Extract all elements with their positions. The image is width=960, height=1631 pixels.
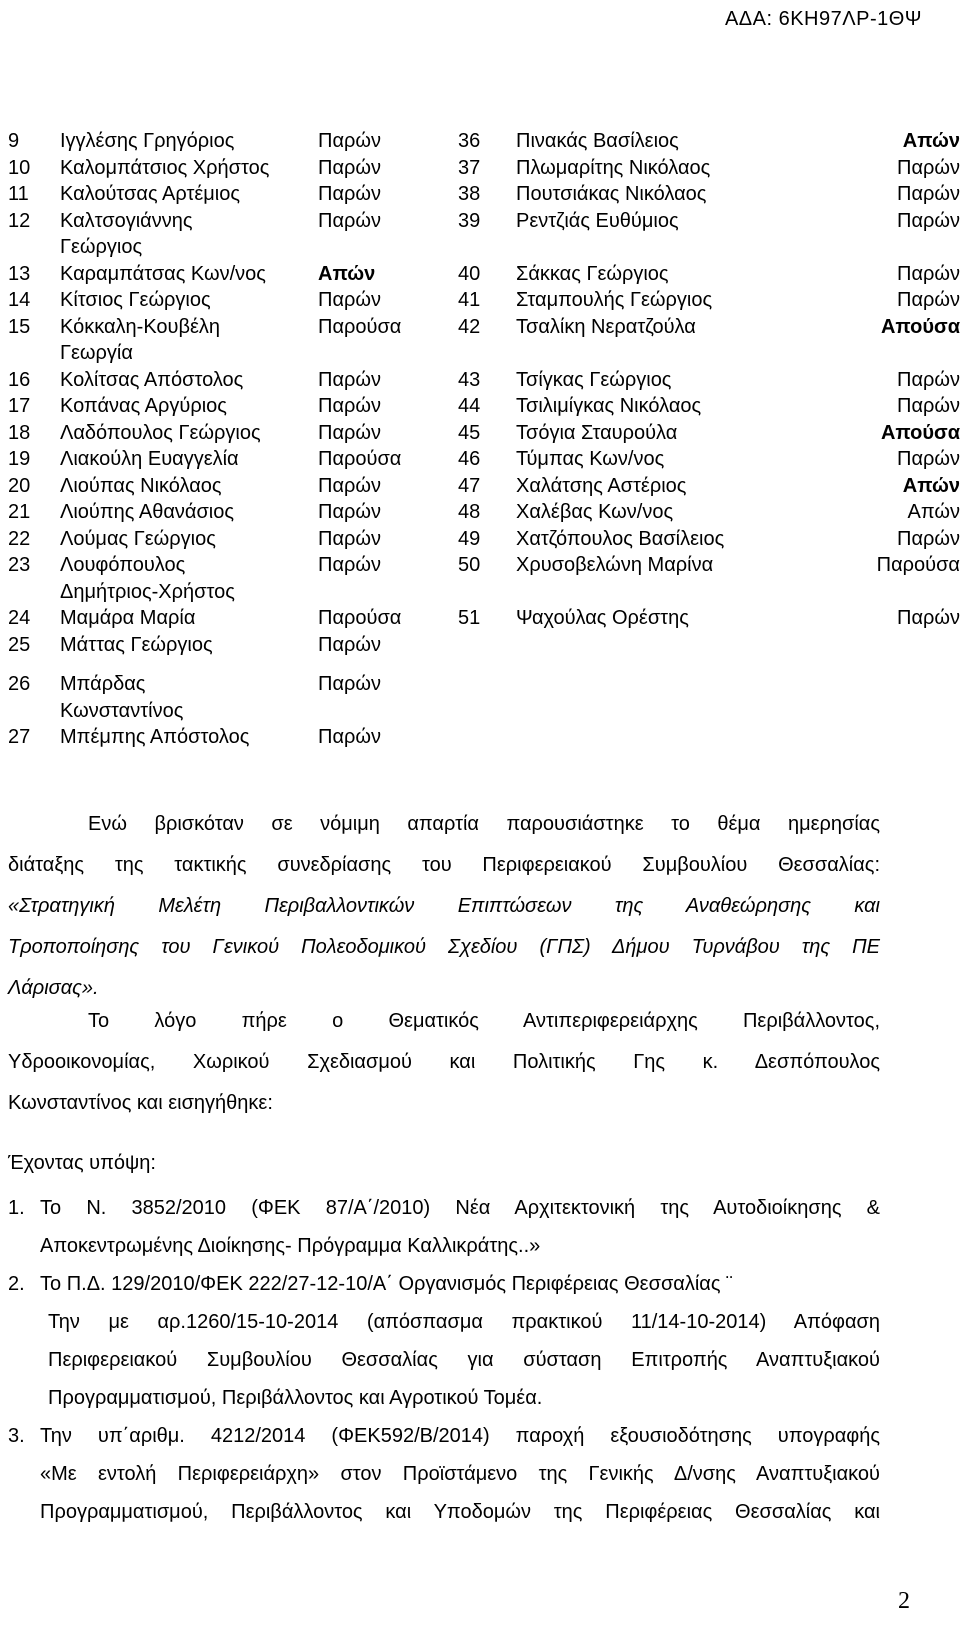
attendance-row — [0, 128, 440, 155]
attendance-status: Παρών — [318, 395, 381, 417]
member-name: Λιούπης Αθανάσιος — [60, 501, 235, 523]
paragraph-line: Κωνσταντίνος και εισηγήθηκε: — [8, 1092, 273, 1114]
attendance-row — [458, 287, 960, 314]
member-number: 20 — [8, 474, 31, 497]
member-name: Ρεντζιάς Ευθύμιος — [516, 209, 679, 232]
attendance-row — [458, 208, 960, 261]
member-name: Κίτσιος Γεώργιος — [60, 289, 211, 311]
attendance-status: Παρών — [897, 607, 960, 629]
attendance-row — [458, 181, 960, 208]
attendance-row — [458, 526, 960, 553]
attendance-row — [0, 420, 440, 447]
paragraph-line: Το λόγο πήρε ο Θεματικός Αντιπεριφερειάρχης Περιβάλλοντος, — [88, 1010, 880, 1032]
attendance-row — [458, 473, 960, 500]
list-line: Το Π.Δ. 129/2010/ΦΕΚ 222/27-12-10/Α΄ Οργανισμός Περιφέρειας Θεσσαλίας ¨ — [40, 1273, 733, 1295]
list-item — [8, 1265, 880, 1417]
list-line: Αποκεντρωμένης Διοίκησης- Πρόγραμμα Καλλικράτης..» — [40, 1235, 541, 1257]
attendance-status: Παρών — [318, 527, 381, 550]
list-line: Προγραμματισμού, Περιβάλλοντος και Υποδομών της Περιφέρειας Θεσσαλίας και — [40, 1501, 880, 1523]
attendance-row — [0, 367, 440, 394]
attendance-status: Παρών — [318, 156, 381, 179]
attendance-row — [0, 605, 440, 632]
member-name: Τύμπας Κων/νος — [516, 448, 665, 470]
member-number: 51 — [458, 607, 481, 629]
member-name: Λιούπας Νικόλαος — [60, 474, 222, 497]
list-line: Το Ν. 3852/2010 (ΦΕΚ 87/Α΄/2010) Νέα Αρχιτεκτονική της Αυτοδιοίκησης & — [40, 1197, 880, 1219]
member-number: 36 — [458, 130, 481, 152]
member-name: Τσαλίκη Νερατζούλα — [516, 315, 696, 338]
list-number: 2. — [8, 1273, 25, 1295]
attendance-row — [0, 724, 440, 751]
considerations-list — [8, 1189, 880, 1531]
member-number: 13 — [8, 262, 31, 285]
attendance-status: Παρών — [897, 527, 960, 550]
member-name: Μπέμπης Απόστολος — [60, 726, 250, 748]
member-number: 45 — [458, 421, 481, 444]
member-number: 46 — [458, 448, 481, 470]
member-number: 24 — [8, 607, 31, 629]
attendance-status: Παρών — [897, 448, 960, 470]
member-number: 50 — [458, 554, 481, 576]
attendance-status: Παρών — [318, 673, 381, 695]
member-number: 38 — [458, 183, 481, 205]
attendance-status: Παρούσα — [318, 607, 402, 629]
attendance-status: Απούσα — [880, 421, 960, 444]
member-name: Τσίγκας Γεώργιος — [516, 368, 672, 391]
member-name: Λιακούλη Ευαγγελία — [60, 448, 239, 470]
list-number: 1. — [8, 1197, 25, 1219]
member-number: 39 — [458, 209, 481, 232]
member-name: Λούμας Γεώργιος — [60, 527, 216, 550]
attendance-status: Παρών — [318, 209, 381, 232]
attendance-row — [458, 446, 960, 473]
member-name: Σταμπουλής Γεώργιος — [516, 289, 713, 311]
member-name: Μπάρδας Κωνσταντίνος — [60, 673, 184, 722]
member-number: 18 — [8, 421, 31, 444]
member-number: 26 — [8, 673, 31, 695]
member-number: 25 — [8, 633, 31, 656]
attendance-row — [0, 181, 440, 208]
member-name: Ιγγλέσης Γρηγόριος — [60, 130, 235, 152]
member-name: Λαδόπουλος Γεώργιος — [60, 421, 261, 444]
attendance-status: Παρών — [897, 209, 960, 232]
attendance-row — [0, 208, 440, 261]
list-line: Την με αρ.1260/15-10-2014 (απόσπασμα πρακτικού 11/14-10-2014) Απόφαση — [48, 1311, 880, 1333]
member-name: Μάττας Γεώργιος — [60, 633, 213, 656]
list-line: «Με εντολή Περιφερειάρχη» στον Προϊστάμενο της Γενικής Δ/νσης Αναπτυξιακού — [40, 1463, 880, 1485]
member-number: 49 — [458, 527, 481, 550]
member-name: Κολίτσας Απόστολος — [60, 368, 244, 391]
member-number: 42 — [458, 315, 481, 338]
attendance-row — [0, 155, 440, 182]
attendance-status: Παρών — [318, 421, 381, 444]
attendance-status: Παρών — [318, 183, 381, 205]
member-number: 10 — [8, 156, 31, 179]
attendance-status: Παρών — [897, 395, 960, 417]
member-number: 22 — [8, 527, 31, 550]
member-number: 41 — [458, 289, 481, 311]
list-line: Περιφερειακού Συμβουλίου Θεσσαλίας για σύσταση Επιτροπής Αναπτυξιακού — [48, 1349, 880, 1371]
attendance-status: Απών — [907, 501, 960, 523]
list-item — [8, 1417, 880, 1531]
attendance-status: Παρών — [897, 368, 960, 391]
list-line: Την υπ΄αριθμ. 4212/2014 (ΦΕΚ592/Β/2014) παροχή εξουσιοδότησης υπογραφής — [40, 1425, 880, 1447]
having-heading: Έχοντας υπόψη: — [8, 1152, 156, 1174]
attendance-status: Παρών — [318, 130, 381, 152]
attendance-status: Απών — [902, 474, 960, 497]
member-name: Τσόγια Σταυρούλα — [516, 421, 678, 444]
ada-code: ΑΔΑ: 6ΚΗ97ΛΡ-1ΘΨ — [724, 8, 922, 30]
member-number: 40 — [458, 262, 481, 285]
member-name: Χαλάτσης Αστέριος — [516, 474, 687, 497]
attendance-row — [458, 314, 960, 367]
member-number: 19 — [8, 448, 31, 470]
member-name: Πινακάς Βασίλειος — [516, 130, 679, 152]
attendance-status: Παρών — [897, 262, 960, 285]
attendance-row — [458, 499, 960, 526]
attendance-row — [0, 526, 440, 553]
attendance-status: Παρών — [897, 289, 960, 311]
member-number: 16 — [8, 368, 31, 391]
attendance-status: Απών — [318, 262, 376, 285]
member-number: 37 — [458, 156, 481, 179]
member-name: Μαμάρα Μαρία — [60, 607, 196, 629]
attendance-status: Απούσα — [880, 315, 960, 338]
attendance-left-column — [0, 128, 440, 751]
member-name: Καλούτσας Αρτέμιος — [60, 183, 241, 205]
member-number: 47 — [458, 474, 481, 497]
attendance-row — [458, 420, 960, 447]
member-number: 48 — [458, 501, 481, 523]
member-name: Πουτσιάκας Νικόλαος — [516, 183, 707, 205]
member-number: 11 — [8, 183, 29, 205]
member-name: Λουφόπουλος Δημήτριος-Χρήστος — [60, 554, 235, 603]
member-name: Κοπάνας Αργύριος — [60, 395, 227, 417]
attendance-row — [458, 393, 960, 420]
member-name: Σάκκας Γεώργιος — [516, 262, 669, 285]
attendance-row — [0, 499, 440, 526]
member-name: Καλτσογιάννης Γεώργιος — [60, 209, 193, 258]
attendance-row — [458, 552, 960, 605]
attendance-row — [458, 155, 960, 182]
attendance-status: Απών — [902, 130, 960, 152]
paragraph-line: Υδροοικονομίας, Χωρικού Σχεδιασμού και Πολιτικής Γης κ. Δεσπόπουλος — [8, 1051, 880, 1073]
member-number: 27 — [8, 726, 31, 748]
attendance-status: Παρών — [318, 368, 381, 391]
member-number: 15 — [8, 315, 31, 338]
attendance-status: Παρών — [318, 474, 381, 497]
attendance-status: Παρών — [318, 501, 381, 523]
attendance-right-column — [458, 128, 960, 632]
member-number: 14 — [8, 289, 31, 311]
attendance-status: Παρούσα — [318, 448, 402, 470]
member-number: 21 — [8, 501, 31, 523]
page-number: 2 — [898, 1588, 910, 1614]
attendance-row — [458, 261, 960, 288]
attendance-row — [0, 393, 440, 420]
attendance-row — [0, 632, 440, 659]
member-number: 17 — [8, 395, 31, 417]
agenda-paragraph — [8, 804, 880, 1009]
attendance-row — [0, 261, 440, 288]
attendance-status: Παρών — [318, 554, 381, 576]
list-item — [8, 1189, 880, 1265]
member-name: Καλομπάτσιος Χρήστος — [60, 156, 270, 179]
member-name: Χατζόπουλος Βασίλειος — [516, 527, 725, 550]
member-name: Ψαχούλας Ορέστης — [516, 607, 689, 629]
attendance-status: Παρών — [318, 726, 381, 748]
attendance-row — [0, 671, 440, 724]
member-number: 12 — [8, 209, 31, 232]
member-name: Πλωμαρίτης Νικόλαος — [516, 156, 711, 179]
agenda-title-line: Λάρισας». — [8, 977, 99, 999]
paragraph-line: Ενώ βρισκόταν σε νόμιμη απαρτία παρουσιάστηκε το θέμα ημερησίας — [88, 813, 880, 835]
attendance-status: Παρών — [897, 183, 960, 205]
attendance-status: Παρών — [318, 289, 381, 311]
attendance-status: Παρούσα — [876, 554, 960, 576]
member-name: Καραμπάτσας Κων/νος — [60, 262, 266, 285]
attendance-row — [458, 605, 960, 632]
attendance-row — [0, 446, 440, 473]
attendance-row — [0, 287, 440, 314]
member-name: Κόκκαλη-Κουβέλη Γεωργία — [60, 315, 221, 364]
agenda-title-line: «Στρατηγική Μελέτη Περιβαλλοντικών Επιπτώσεων της Αναθεώρησης και — [8, 895, 880, 917]
list-number: 3. — [8, 1425, 25, 1447]
attendance-row — [458, 367, 960, 394]
member-number: 9 — [8, 130, 20, 152]
attendance-row — [458, 128, 960, 155]
attendance-status: Παρών — [318, 633, 381, 656]
paragraph-line: διάταξης της τακτικής συνεδρίασης του Περιφερειακού Συμβουλίου Θεσσαλίας: — [8, 854, 880, 876]
member-number: 43 — [458, 368, 481, 391]
attendance-row — [0, 473, 440, 500]
speaker-paragraph — [8, 1001, 880, 1124]
member-number: 44 — [458, 395, 481, 417]
member-name: Τσιλιμίγκας Νικόλαος — [516, 395, 702, 417]
attendance-status: Παρών — [897, 156, 960, 179]
list-line: Προγραμματισμού, Περιβάλλοντος και Αγροτικού Τομέα. — [48, 1387, 543, 1409]
agenda-title-line: Τροποποίησης του Γενικού Πολεοδομικού Σχεδίου (ΓΠΣ) Δήμου Τυρνάβου της ΠΕ — [8, 936, 880, 958]
attendance-status: Παρούσα — [318, 315, 402, 338]
member-number: 23 — [8, 554, 31, 576]
attendance-row — [0, 552, 440, 605]
member-name: Χρυσοβελώνη Μαρίνα — [516, 554, 714, 576]
member-name: Χαλέβας Κων/νος — [516, 501, 674, 523]
attendance-row — [0, 314, 440, 367]
